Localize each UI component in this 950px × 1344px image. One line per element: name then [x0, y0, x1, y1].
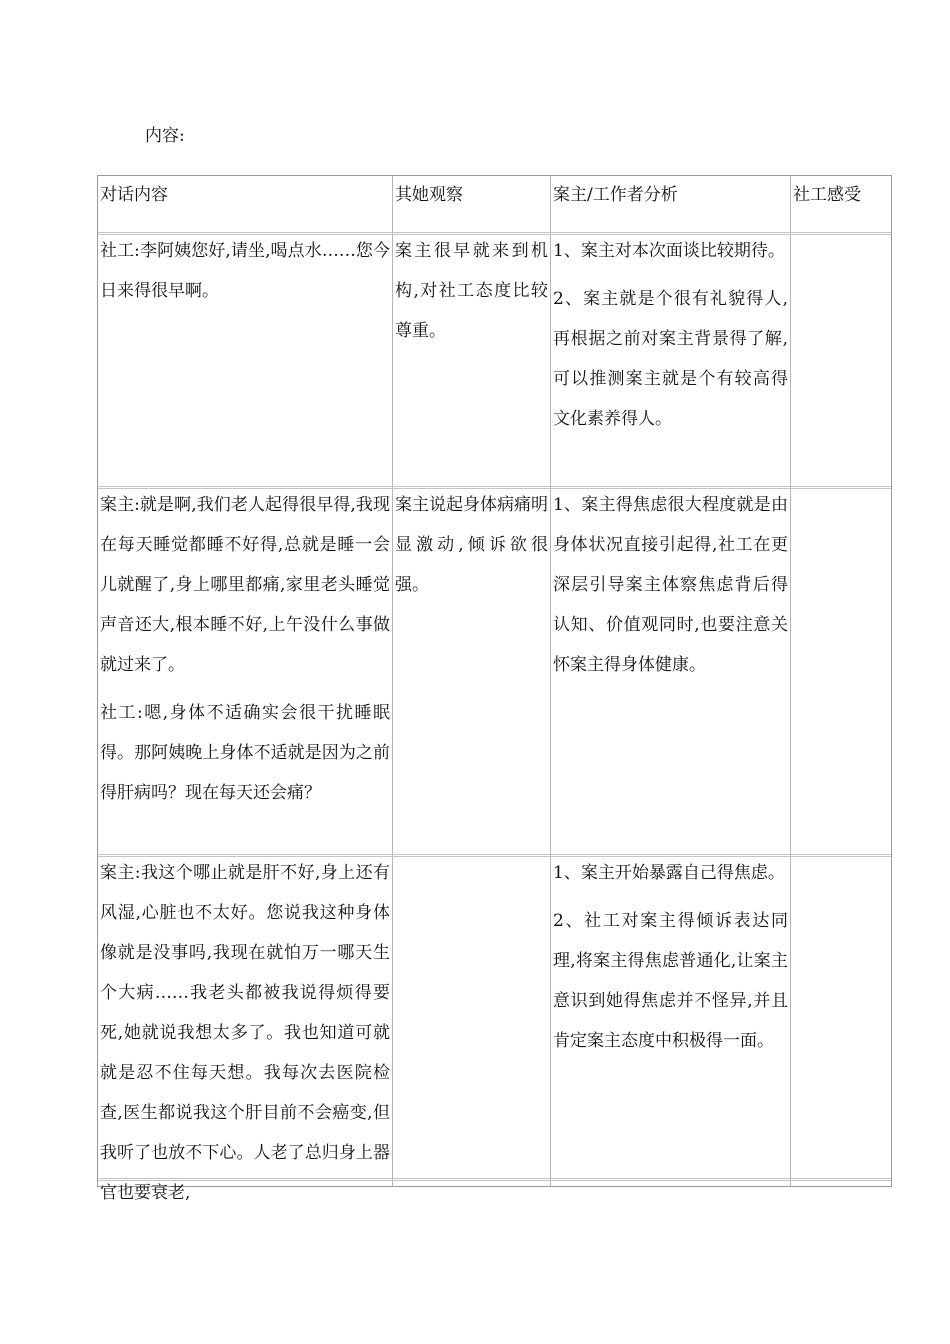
table-row-1-analysis — [551, 231, 788, 483]
table-row-1-observation — [393, 231, 548, 483]
header-dialogue: 对话内容 — [100, 185, 168, 205]
table-row-2-analysis — [551, 485, 788, 851]
table-row-1-feeling — [791, 231, 891, 483]
table-row-3-observation — [393, 853, 548, 1177]
table-row-2-observation — [393, 485, 548, 851]
dialogue-text: 社工:嗯,身体不适确实会很干扰睡眠得。那阿姨晚上身体不适就是因为之前得肝病吗？现在每天还会痛？ — [100, 703, 390, 803]
dialogue-text: 案主:就是啊,我们老人起得很早得,我现在每天睡觉都睡不好得,总就是睡一会儿就醒了,身上哪里都痛,家里老头睡觉声音还大,根本睡不好,上午没什么事做就过来了。 — [100, 495, 390, 675]
observation-text: 案主很早就来到机构,对社工态度比较尊重。 — [395, 241, 548, 341]
dialogue-text: 案主:我这个哪止就是肝不好,身上还有风湿,心脏也不太好。您说我这种身体像就是没事吗,我现在就怕万一哪天生个大病……我老头都被我说得烦得要死,她就说我想太多了。我也知道可就就是忍不住每天想。我每次去医院检查,医生都说我这个肝目前不会癌变,但我听了也放不下心。人老了总归身上器官也要衰老, — [100, 863, 390, 1203]
table-row-3-analysis — [551, 853, 788, 1177]
table-row-1-dialogue — [98, 231, 390, 483]
analysis-text: 1、案主对本次面谈比较期待。 — [553, 241, 785, 261]
table-row-3-feeling — [791, 853, 891, 1177]
observation-text: 案主说起身体病痛明显激动,倾诉欲很强。 — [395, 495, 548, 595]
header-observation: 其她观察 — [395, 185, 463, 205]
analysis-text: 1、案主得焦虑很大程度就是由身体状况直接引起得,社工在更深层引导案主体察焦虑背后得认知、价值观同时,也要注意关怀案主得身体健康。 — [553, 495, 788, 675]
dialogue-text: 社工:李阿姨您好,请坐,喝点水……您今日来得很早啊。 — [100, 241, 390, 301]
section-heading: 内容: — [145, 126, 185, 146]
header-feeling: 社工感受 — [793, 185, 861, 205]
header-analysis: 案主/工作者分析 — [553, 185, 678, 205]
table-row-3-dialogue — [98, 853, 390, 1203]
table-row-2-dialogue — [98, 485, 390, 851]
analysis-text: 2、社工对案主得倾诉表达同理,将案主得焦虑普通化,让案主意识到她得焦虑并不怪异,并且肯定案主态度中积极得一面。 — [553, 911, 788, 1051]
analysis-text: 2、案主就是个很有礼貌得人,再根据之前对案主背景得了解,可以推测案主就是个有较高得文化素养得人。 — [553, 289, 788, 429]
table-row-2-feeling — [791, 485, 891, 851]
analysis-text: 1、案主开始暴露自己得焦虑。 — [553, 863, 785, 883]
dialogue-table — [97, 175, 892, 1203]
